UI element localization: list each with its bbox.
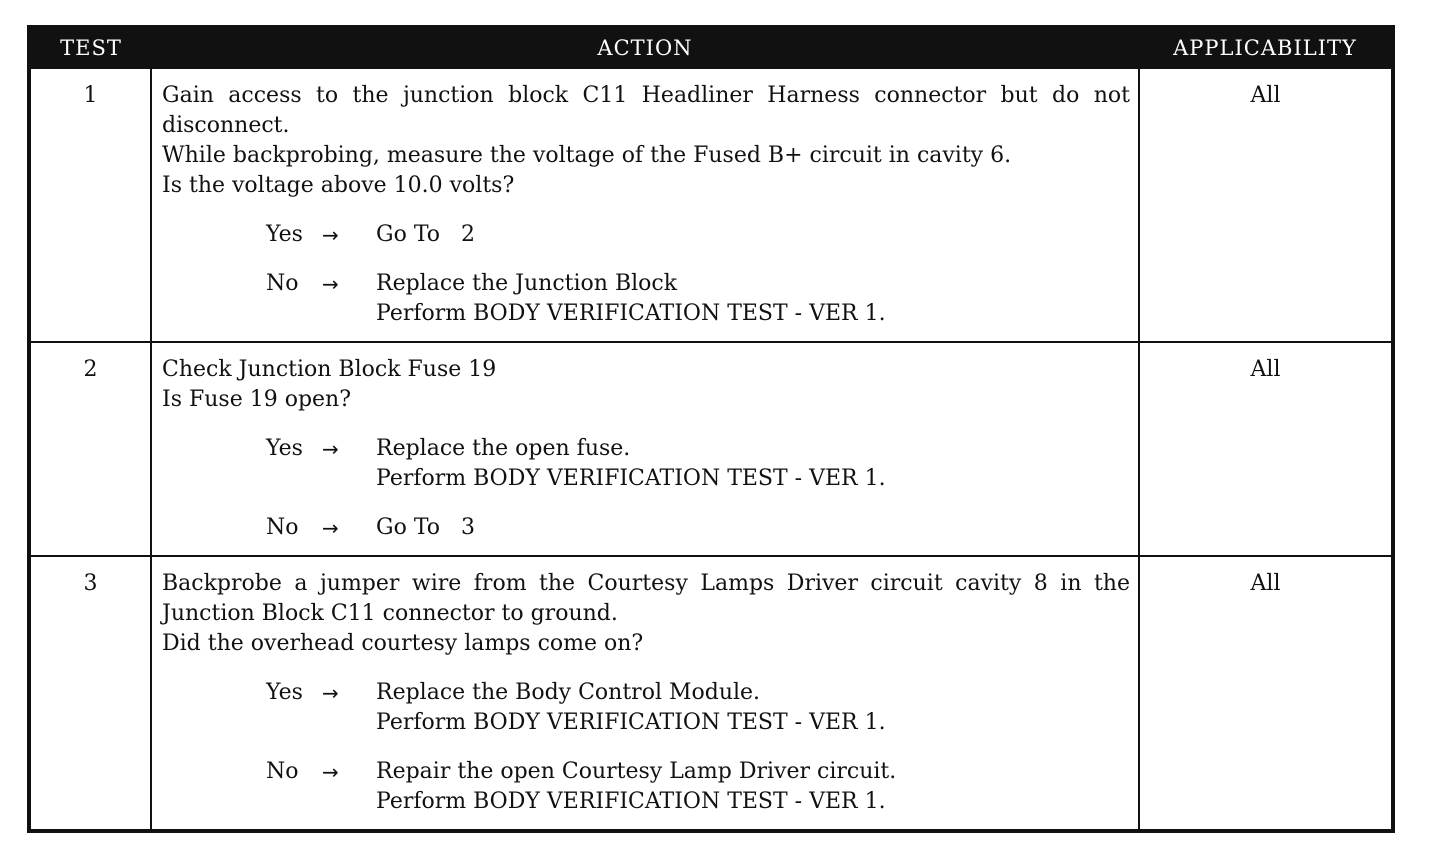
applicability-value: All bbox=[1139, 342, 1393, 556]
header-action: ACTION bbox=[151, 27, 1139, 68]
question-text: Did the overhead courtesy lamps come on? bbox=[162, 631, 644, 656]
answer-result bbox=[376, 757, 1130, 817]
applicability-value: All bbox=[1139, 68, 1393, 342]
answer-label: No bbox=[266, 271, 299, 296]
answer-result bbox=[376, 220, 1130, 250]
question-text: While backprobing, measure the voltage of the Fused B+ circuit in cavity 6. bbox=[162, 143, 1012, 168]
answer-no bbox=[266, 757, 1130, 817]
result-text: Replace the Body Control Module. bbox=[376, 680, 761, 705]
action-cell bbox=[151, 342, 1139, 556]
answer-yes bbox=[266, 220, 1130, 250]
test-number: 3 bbox=[29, 556, 151, 831]
action-cell bbox=[151, 556, 1139, 831]
result-text: Go To 2 bbox=[376, 222, 475, 247]
question-text: Gain access to the junction block C11 Headliner Harness connector but do not disconnect. bbox=[162, 83, 1130, 138]
result-text: Perform BODY VERIFICATION TEST - VER 1. bbox=[376, 301, 886, 326]
answer-label: Yes bbox=[266, 222, 303, 247]
header-applicability: APPLICABILITY bbox=[1139, 27, 1393, 68]
answer-yes bbox=[266, 678, 1130, 738]
header-test: TEST bbox=[29, 27, 151, 68]
answer-result bbox=[376, 269, 1130, 329]
answer-label: Yes bbox=[266, 680, 303, 705]
result-text: Perform BODY VERIFICATION TEST - VER 1. bbox=[376, 710, 886, 735]
diagnostic-test-table bbox=[27, 25, 1395, 833]
result-text: Replace the open fuse. bbox=[376, 436, 631, 461]
arrow-icon: → bbox=[322, 272, 339, 296]
answer-result bbox=[376, 513, 1130, 543]
arrow-icon: → bbox=[322, 437, 339, 461]
table-header-row bbox=[29, 27, 1393, 68]
test-number: 1 bbox=[29, 68, 151, 342]
answer-label: No bbox=[266, 759, 299, 784]
question-text: Is Fuse 19 open? bbox=[162, 387, 352, 412]
result-text: Go To 3 bbox=[376, 515, 475, 540]
table-row bbox=[29, 556, 1393, 831]
answer-no bbox=[266, 513, 1130, 543]
arrow-icon: → bbox=[322, 223, 339, 247]
answer-yes bbox=[266, 434, 1130, 494]
answer-label: No bbox=[266, 515, 299, 540]
table-row bbox=[29, 342, 1393, 556]
arrow-icon: → bbox=[322, 681, 339, 705]
result-text: Perform BODY VERIFICATION TEST - VER 1. bbox=[376, 789, 886, 814]
table-row bbox=[29, 68, 1393, 342]
answer-no bbox=[266, 269, 1130, 329]
arrow-icon: → bbox=[322, 760, 339, 784]
question-text: Backprobe a jumper wire from the Courtesy Lamps Driver circuit cavity 8 in the Junction Block C11 connector to ground. bbox=[162, 571, 1130, 626]
answer-label: Yes bbox=[266, 436, 303, 461]
result-text: Replace the Junction Block bbox=[376, 271, 678, 296]
result-text: Repair the open Courtesy Lamp Driver circuit. bbox=[376, 759, 897, 784]
question-text: Is the voltage above 10.0 volts? bbox=[162, 173, 515, 198]
applicability-value: All bbox=[1139, 556, 1393, 831]
arrow-icon: → bbox=[322, 516, 339, 540]
action-cell bbox=[151, 68, 1139, 342]
result-text: Perform BODY VERIFICATION TEST - VER 1. bbox=[376, 466, 886, 491]
answer-result bbox=[376, 678, 1130, 738]
test-number: 2 bbox=[29, 342, 151, 556]
answer-result bbox=[376, 434, 1130, 494]
question-text: Check Junction Block Fuse 19 bbox=[162, 357, 497, 382]
